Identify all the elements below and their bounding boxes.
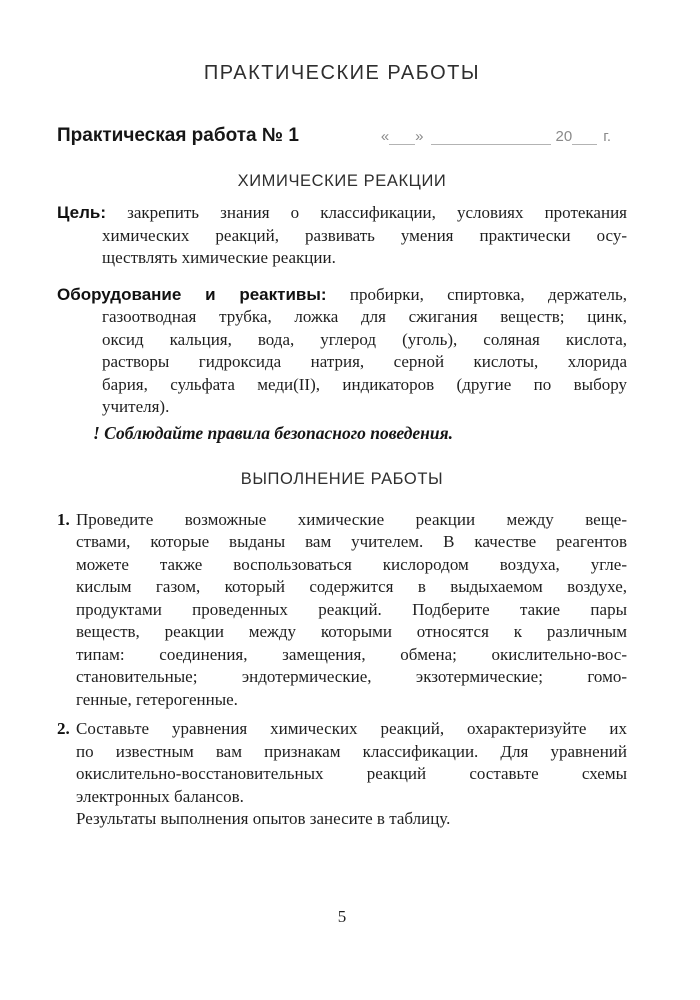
goal-lines [57, 225, 627, 270]
year-blank-line [572, 131, 597, 145]
text-line: окислительно-восстановительных реакций составьте схемы [76, 764, 627, 783]
text-line: кислым газом, который содержится в выдыхаемом воздухе, [76, 577, 627, 596]
text-line: Результаты выполнения опытов занесите в таблицу. [76, 809, 451, 828]
day-blank-line [389, 131, 415, 145]
text-line: бария, сульфата меди(II), индикаторов (другие по выбору [102, 374, 627, 394]
text-line: химических реакций, развивать умения практически осу- [102, 225, 627, 245]
text-line: можете также воспользоваться кислородом воздуха, угле- [76, 554, 627, 574]
text-line: растворы гидроксида натрия, серной кислоты, хлорида [102, 352, 627, 371]
work-header-row [57, 124, 627, 148]
text-line: учителя). [102, 397, 170, 416]
goal-first-line [57, 202, 627, 225]
text-line: типам: соединения, замещения, обмена; окислительно-вос- [76, 644, 627, 664]
page-number: 5 [337, 906, 347, 926]
goal-paragraph [57, 202, 627, 270]
safety-note: ! Соблюдайте правила безопасного поведения. [93, 422, 453, 443]
document-title: ПРАКТИЧЕСКИЕ РАБОТЫ [203, 62, 481, 84]
equipment-label: Оборудование и реактивы: [57, 284, 327, 304]
equipment-lines [57, 306, 627, 419]
year-prefix: 20 [555, 128, 573, 145]
task-1-first-line-text: Проведите возможные химические реакции между веще- [76, 509, 627, 529]
text-line: продуктами проведенных реакций. Подберите такие пары [76, 599, 627, 619]
text-line: веществ, реакции между которыми относятся к различным [76, 622, 627, 641]
text-line: становительные; эндотермические, экзотермические; гомо- [76, 667, 627, 686]
text-line: электронных балансов. [76, 786, 244, 806]
text-line: оксид кальция, вода, углерод (уголь), соляная кислота, [102, 329, 627, 349]
equipment-paragraph [57, 284, 627, 419]
section-heading-chemical-reactions: ХИМИЧЕСКИЕ РЕАКЦИИ [237, 172, 447, 190]
text-line: ствами, которые выданы вам учителем. В качестве реагентов [76, 532, 627, 551]
goal-first-line-text: закрепить знания о классификации, условиях протекания [127, 203, 627, 222]
section-heading-execution: ВЫПОЛНЕНИЕ РАБОТЫ [240, 469, 444, 488]
text-line: газоотводная трубка, ложка для сжигания веществ; цинк, [102, 307, 627, 326]
open-quote: « [380, 128, 390, 145]
task-2-note-lines [57, 808, 627, 831]
task-2-lines [57, 741, 627, 809]
task-item-1 [57, 509, 627, 712]
work-title: Практическая работа № 1 [57, 125, 299, 146]
task-2-first-line [57, 718, 627, 741]
goal-label: Цель: [57, 203, 106, 222]
task-item-2 [57, 718, 627, 831]
task-1-lines [57, 531, 627, 711]
task-2-number: 2. [57, 719, 70, 738]
date-blank [381, 128, 611, 145]
text-line: генные, гетерогенные. [76, 689, 238, 709]
year-suffix: г. [603, 128, 611, 145]
task-1-first-line [57, 509, 627, 532]
close-quote: » [415, 128, 424, 145]
task-1-number: 1. [57, 509, 70, 529]
text-line: по известным вам признакам классификации. Для уравнений [76, 741, 627, 761]
text-line: ществлять химические реакции. [102, 248, 336, 267]
month-blank-line [431, 131, 551, 145]
task-2-first-line-text: Составьте уравнения химических реакций, охарактеризуйте их [76, 719, 627, 738]
equipment-first-line [57, 284, 627, 307]
equipment-first-line-text: пробирки, спиртовка, держатель, [349, 284, 627, 304]
